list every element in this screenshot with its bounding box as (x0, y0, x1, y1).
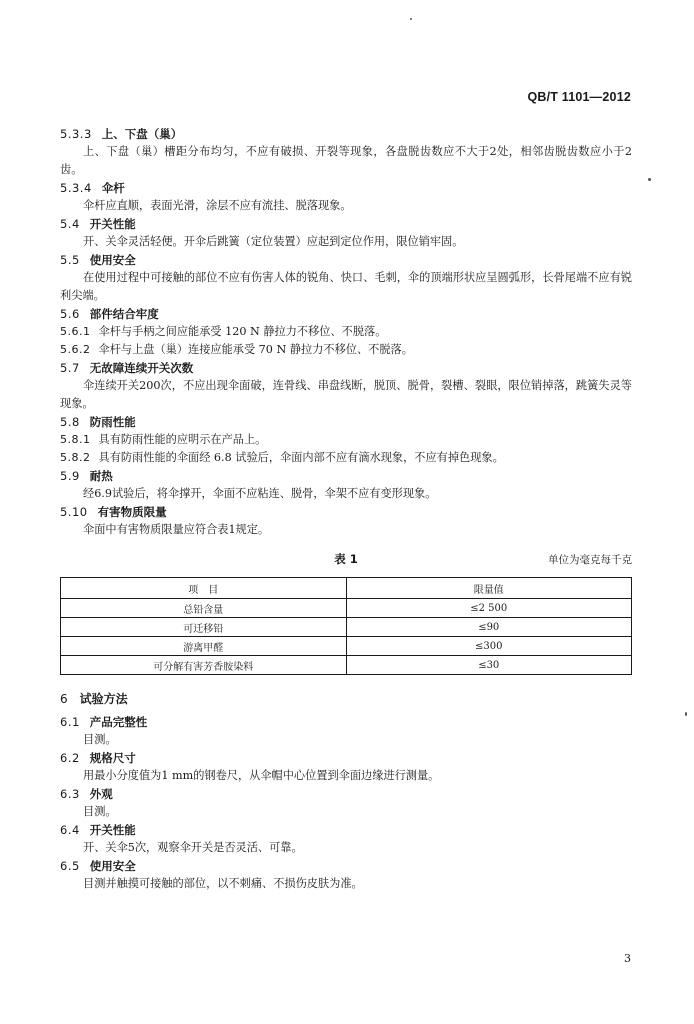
clause-text: 具有防雨性能的应明示在产品上。 (98, 433, 267, 446)
clause-title: 上、下盘（巢） (101, 127, 183, 141)
table-header-row (61, 578, 632, 599)
clause-title: 无故障连续开关次数 (89, 361, 194, 375)
clause-text: 伞杆与上盘（巢）连接应能承受 70 N 静拉力不移位、不脱落。 (98, 343, 413, 356)
clause-number: 6.5 (60, 859, 80, 873)
clause-paragraph: 开、关伞5次，观察伞开关是否灵活、可靠。 (83, 841, 303, 854)
clause-number: 5.3.3 (60, 127, 92, 141)
clauses-section-5 (60, 125, 632, 539)
scan-speck (648, 178, 651, 181)
table-unit: 单位为毫克每千克 (548, 554, 632, 566)
table-cell-limit: ≤2 500 (346, 599, 632, 618)
clause-title: 部件结合牢度 (89, 307, 159, 321)
clause-item (60, 341, 632, 359)
table-caption: 表 1 (334, 552, 358, 566)
table-cell-item: 可迁移铅 (61, 618, 347, 637)
table-row (61, 599, 632, 618)
clause-title: 开关性能 (89, 823, 136, 837)
clause-title: 有害物质限量 (97, 505, 167, 519)
clause-number: 5.7 (60, 361, 80, 375)
clause-heading (60, 467, 632, 485)
hazard-limit-table (60, 577, 632, 675)
clause-number: 6.4 (60, 823, 80, 837)
clause-item (60, 449, 632, 467)
clause-number: 5.6.2 (60, 343, 91, 356)
table-row (61, 656, 632, 675)
clause-title: 耐热 (89, 469, 113, 483)
clause-number: 6.2 (60, 751, 80, 765)
clause-paragraph: 目测并触摸可接触的部位，以不刺痛、不损伤皮肤为准。 (83, 877, 363, 890)
clause-paragraph: 经6.9试验后，将伞撑开，伞面不应粘连、脱骨，伞架不应有变形现象。 (83, 487, 437, 500)
clause-title: 产品完整性 (89, 715, 148, 729)
clause-item (60, 323, 632, 341)
standard-code: QB/T 1101—2012 (527, 90, 631, 104)
clause-number: 5.6 (60, 307, 80, 321)
clause-paragraph: 目测。 (83, 733, 117, 746)
scan-speck (410, 18, 412, 20)
clause-title: 开关性能 (89, 217, 136, 231)
clause-number: 5.9 (60, 469, 80, 483)
clause-number: 5.4 (60, 217, 80, 231)
clause-paragraph: 用最小分度值为1 mm的钢卷尺，从伞帽中心位置到伞面边缘进行测量。 (83, 769, 440, 782)
clause-heading (60, 503, 632, 521)
clauses-section-6 (60, 713, 632, 893)
clause-title: 外观 (89, 787, 113, 801)
clause-heading (60, 215, 632, 233)
section-6 (60, 689, 632, 893)
clause-number: 5.8.2 (60, 451, 91, 464)
page-content (60, 125, 632, 893)
clause-heading (60, 413, 632, 431)
clause-paragraph: 在使用过程中可接触的部位不应有伤害人体的锐角、快口、毛刺，伞的顶端形状应呈圆弧形，长骨尾端不应有锐利尖端。 (60, 271, 632, 302)
clause-title: 使用安全 (89, 859, 136, 873)
clause-heading (60, 251, 632, 269)
clause-heading (60, 359, 632, 377)
table-cell-item: 游离甲醛 (61, 637, 347, 656)
table-cell-limit: ≤90 (346, 618, 632, 637)
clause-number: 6.1 (60, 715, 80, 729)
table-row (61, 637, 632, 656)
clause-heading (60, 179, 632, 197)
clause-item (60, 431, 632, 449)
clause-number: 6.3 (60, 787, 80, 801)
clause-number: 5.8 (60, 415, 80, 429)
scan-speck (685, 712, 687, 716)
clause-paragraph: 伞杆应直顺，表面光滑，涂层不应有流挂、脱落现象。 (83, 199, 352, 212)
table-row (61, 618, 632, 637)
clause-heading (60, 785, 632, 803)
clause-text: 具有防雨性能的伞面经 6.8 试验后，伞面内部不应有滴水现象，不应有掉色现象。 (98, 451, 504, 464)
table-caption-row (60, 551, 632, 569)
clause-paragraph: 上、下盘（巢）槽距分布均匀，不应有破损、开裂等现象，各盘脱齿数应不大于2处，相邻齿脱齿数应小于2齿。 (60, 145, 632, 176)
clause-title: 规格尺寸 (89, 751, 136, 765)
clause-text: 伞杆与手柄之间应能承受 120 N 静拉力不移位、不脱落。 (98, 325, 387, 338)
clause-number: 5.6.1 (60, 325, 91, 338)
clause-heading (60, 749, 632, 767)
clause-heading (60, 125, 632, 143)
table-cell-limit: ≤300 (346, 637, 632, 656)
clause-heading (60, 713, 632, 731)
clause-title: 使用安全 (89, 253, 136, 267)
clause-number: 5.5 (60, 253, 80, 267)
table-header-item: 项 目 (61, 578, 347, 599)
clause-paragraph: 目测。 (83, 805, 117, 818)
section-6-title: 试验方法 (79, 692, 128, 706)
table-header-limit: 限量值 (346, 578, 632, 599)
clause-heading (60, 821, 632, 839)
clause-number: 5.3.4 (60, 181, 92, 195)
clause-heading (60, 305, 632, 323)
clause-paragraph: 开、关伞灵活轻便。开伞后跳簧（定位装置）应起到定位作用，限位销牢固。 (83, 235, 464, 248)
clause-title: 伞杆 (101, 181, 125, 195)
clause-paragraph: 伞面中有害物质限量应符合表1规定。 (83, 523, 270, 536)
clause-number: 5.10 (60, 505, 88, 519)
table-cell-item: 可分解有害芳香胺染料 (61, 656, 347, 675)
section-6-heading (60, 689, 632, 709)
page-number: 3 (624, 952, 631, 965)
section-6-number: 6 (60, 692, 68, 706)
clause-number: 5.8.1 (60, 433, 91, 446)
clause-heading (60, 857, 632, 875)
table-cell-item: 总铅含量 (61, 599, 347, 618)
clause-paragraph: 伞连续开关200次，不应出现伞面破，连骨线、串盘线断，脱顶、脱骨，裂槽、裂眼，限位销掉落，跳簧失灵等现象。 (60, 379, 632, 410)
table-cell-limit: ≤30 (346, 656, 632, 675)
clause-title: 防雨性能 (89, 415, 136, 429)
